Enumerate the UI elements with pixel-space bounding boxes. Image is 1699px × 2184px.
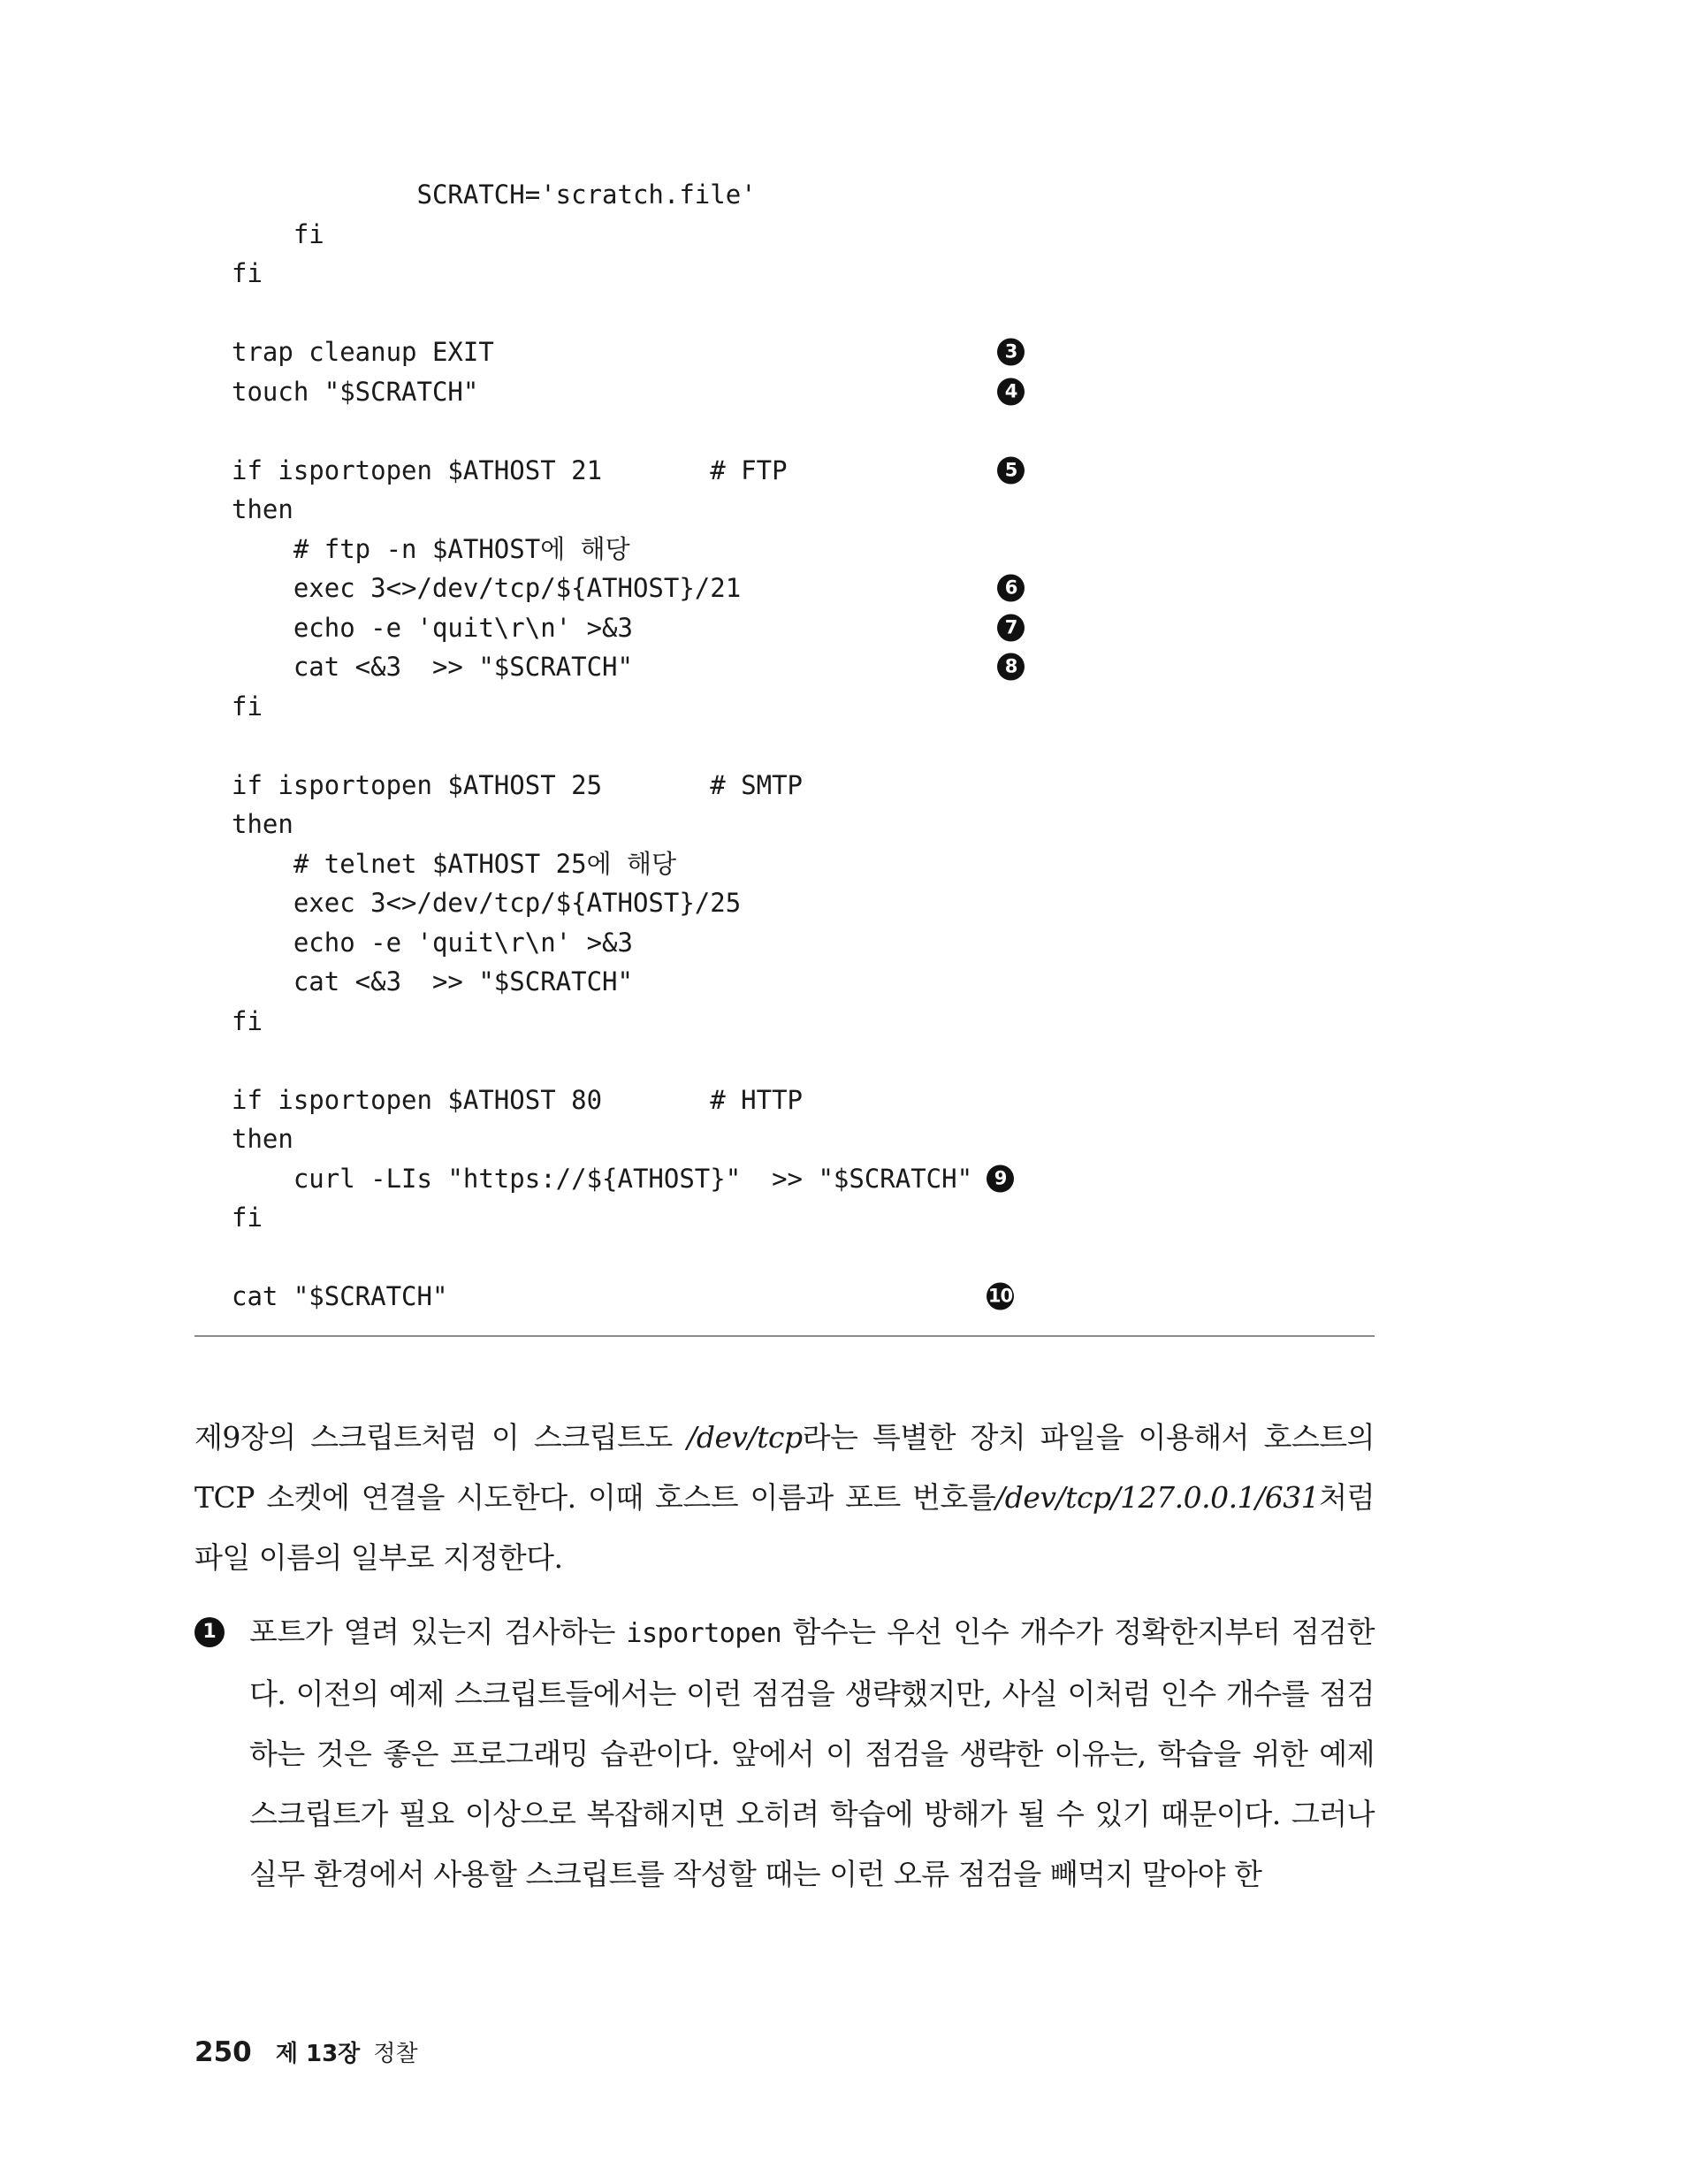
code-line: [232, 1041, 1027, 1081]
code-line: [232, 254, 1027, 294]
code-callout-marker: 9: [987, 1165, 1014, 1192]
code-text: exec 3<>/dev/tcp/${ATHOST}/25: [232, 888, 742, 918]
code-callout-marker: 7: [997, 614, 1025, 641]
code-text: SCRATCH='scratch.file': [232, 179, 757, 210]
code-text: fi: [232, 1005, 263, 1036]
device-path-example: /dev/tcp/127.0.0.1/631: [995, 1480, 1320, 1515]
chapter-title: 정찰: [373, 2041, 418, 2067]
code-text: if isportopen $ATHOST 25 # SMTP: [232, 769, 804, 800]
code-text: if isportopen $ATHOST 80 # HTTP: [232, 1084, 804, 1115]
paragraph-text-2: 라는 특별한 장치 파일을 이용해서 호스트의 TCP 소켓에 연결을 시도한다. 이때 호스트 이름과 포트 번호를: [194, 1420, 1375, 1515]
code-line: [232, 451, 1027, 491]
code-line: [232, 372, 1027, 412]
code-line: [232, 530, 1027, 569]
code-listing: [232, 175, 1027, 1317]
code-text: fi: [232, 218, 324, 249]
code-line: [232, 1159, 1027, 1199]
code-line: [232, 490, 1027, 530]
code-text: exec 3<>/dev/tcp/${ATHOST}/21: [232, 573, 742, 603]
page-footer: [194, 2035, 418, 2068]
code-line: [232, 687, 1027, 727]
code-line: [232, 1002, 1027, 1042]
callout-note-paragraph: [249, 1602, 1375, 1905]
code-line: [232, 844, 1027, 884]
code-divider: [194, 1335, 1375, 1337]
code-callout-marker: 6: [997, 575, 1025, 602]
code-line: [232, 1119, 1027, 1159]
code-text: fi: [232, 258, 263, 288]
code-line: [232, 962, 1027, 1002]
note-text-1: 포트가 열려 있는지 검사하는: [249, 1615, 627, 1649]
code-text: fi: [232, 1203, 263, 1233]
code-callout-marker: 5: [997, 456, 1025, 484]
code-line: [232, 805, 1027, 844]
code-line: [232, 215, 1027, 255]
code-line: [232, 1081, 1027, 1120]
code-callout-marker: 4: [997, 378, 1025, 405]
code-text: cat <&3 >> "$SCRATCH": [232, 966, 633, 997]
code-line: [232, 923, 1027, 963]
code-text: then: [232, 809, 293, 839]
code-text: cat "$SCRATCH": [232, 1281, 448, 1311]
code-line: [232, 175, 1027, 215]
code-line: [232, 766, 1027, 806]
note-text-2: 함수는 우선 인수 개수가 정확한지부터 점검한다. 이전의 예제 스크립트들에서는 이런 점검을 생략했지만, 사실 이처럼 인수 개수를 점검하는 것은 좋은 프로그래밍 습관이다. 앞에서 이 점검을 생략한 이유는, 학습을 위한 예제 스크립트가 필요 이상으로 복잡해지면 오히려 학습에 방해가 될 수 있기 때문이다. 그러나 실무 환경에서 사용할 스크립트를 작성할 때는 이런 오류 점검을 빼먹지 말아야 한: [249, 1615, 1375, 1891]
code-text: trap cleanup EXIT: [232, 337, 494, 367]
code-text: # ftp -n $ATHOST에 해당: [232, 533, 630, 564]
code-line: [232, 883, 1027, 923]
code-text: then: [232, 494, 293, 524]
code-line: [232, 1277, 1027, 1317]
code-text: echo -e 'quit\r\n' >&3: [232, 927, 633, 958]
paragraph-text-3: 처럼 파일 이름의 일부로 지정한다.: [194, 1480, 1375, 1575]
code-line: [232, 647, 1027, 687]
code-text: curl -LIs "https://${ATHOST}" >> "$SCRATCH": [232, 1163, 973, 1194]
code-line: [232, 569, 1027, 608]
body-paragraph: [194, 1408, 1375, 1588]
note-callout-marker: 1: [194, 1617, 225, 1647]
paragraph-text-1: 제9장의 스크립트처럼 이 스크립트도: [194, 1420, 688, 1455]
code-text: if isportopen $ATHOST 21 # FTP: [232, 454, 788, 485]
code-text: then: [232, 1124, 293, 1154]
code-line: [232, 726, 1027, 766]
code-text: # telnet $ATHOST 25에 해당: [232, 848, 677, 879]
code-text: cat <&3 >> "$SCRATCH": [232, 652, 633, 682]
code-text: echo -e 'quit\r\n' >&3: [232, 612, 633, 643]
code-line: [232, 411, 1027, 451]
code-text: touch "$SCRATCH": [232, 376, 479, 407]
code-callout-marker: 10: [987, 1283, 1014, 1310]
code-line: [232, 332, 1027, 372]
note-function-name: isportopen: [626, 1618, 782, 1649]
code-line: [232, 294, 1027, 333]
page-number: 250: [194, 2036, 252, 2068]
code-line: [232, 1198, 1027, 1238]
code-line: [232, 1238, 1027, 1278]
code-line: [232, 608, 1027, 648]
chapter-label: 제 13장: [275, 2041, 361, 2067]
code-callout-marker: 3: [997, 339, 1025, 366]
code-callout-marker: 8: [997, 653, 1025, 681]
device-path-dev-tcp: /dev/tcp: [687, 1420, 803, 1455]
code-text: fi: [232, 691, 263, 722]
